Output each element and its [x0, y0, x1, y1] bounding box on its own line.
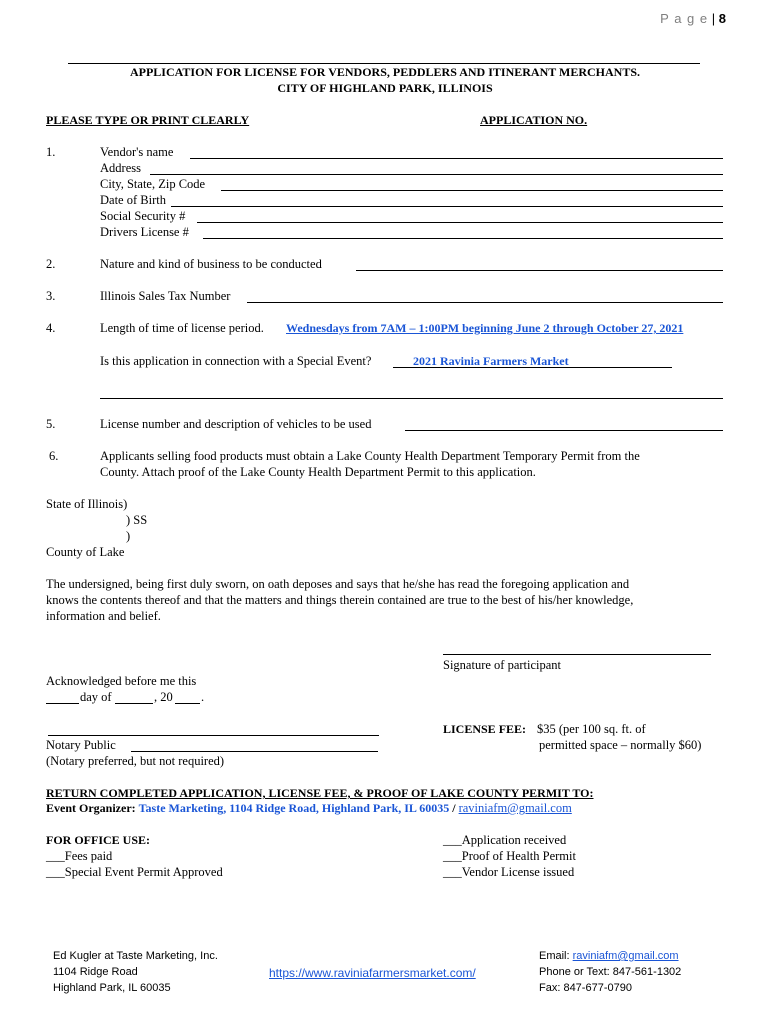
- acknowledged-label: Acknowledged before me this: [46, 674, 197, 688]
- sales-tax-label: Illinois Sales Tax Number: [100, 289, 231, 303]
- return-heading: RETURN COMPLETED APPLICATION, LICENSE FEE, & PROOF OF LAKE COUNTY PERMIT TO:: [46, 786, 594, 800]
- special-event-approved: ___Special Event Permit Approved: [46, 865, 223, 879]
- footer-email-link[interactable]: raviniafm@gmail.com: [572, 950, 679, 962]
- ack-year-field[interactable]: [175, 703, 200, 704]
- venue-paren: ): [126, 529, 131, 543]
- address-label: Address: [100, 161, 141, 175]
- ssn-label: Social Security #: [100, 209, 186, 223]
- form-title: APPLICATION FOR LICENSE FOR VENDORS, PEDDLERS AND ITINERANT MERCHANTS.: [129, 65, 641, 79]
- oath-line-1: The undersigned, being first duly sworn, on oath deposes and says that he/she has read the foregoing application and: [46, 577, 630, 591]
- item-1-number: 1.: [46, 145, 56, 159]
- event-organizer: [46, 801, 572, 816]
- dob-field[interactable]: [171, 206, 723, 207]
- venue-county: County of Lake: [46, 545, 125, 559]
- special-event-value: 2021 Ravinia Farmers Market: [413, 354, 569, 368]
- ack-month-field[interactable]: [115, 703, 153, 704]
- ack-period: .: [201, 690, 205, 704]
- venue-state: State of Illinois): [46, 497, 128, 511]
- office-heading: FOR OFFICE USE:: [46, 833, 151, 847]
- item-4-number: 4.: [46, 321, 56, 335]
- footer-phone: Phone or Text: 847-561-1302: [539, 966, 682, 978]
- business-nature-label: Nature and kind of business to be conducted: [100, 257, 322, 271]
- vendor-name-field[interactable]: [190, 158, 723, 159]
- ssn-field[interactable]: [197, 222, 723, 223]
- dob-label: Date of Birth: [100, 193, 166, 207]
- application-no-label: APPLICATION NO.: [480, 113, 588, 127]
- application-received: ___Application received: [443, 833, 567, 847]
- drivers-license-label: Drivers License #: [100, 225, 189, 239]
- organizer-email-link[interactable]: raviniafm@gmail.com: [458, 801, 572, 815]
- notary-note: (Notary preferred, but not required): [46, 754, 225, 768]
- license-period-value: Wednesdays from 7AM – 1:00PM beginning June 2 through October 27, 2021: [286, 321, 684, 335]
- food-permit-line-2: County. Attach proof of the Lake County Health Department Permit to this application.: [100, 465, 536, 479]
- license-fee-note: permitted space – normally $60): [539, 738, 702, 752]
- footer-name: Ed Kugler at Taste Marketing, Inc.: [53, 950, 218, 962]
- city-state-zip-field[interactable]: [221, 190, 723, 191]
- footer-city: Highland Park, IL 60035: [53, 982, 171, 994]
- page-number: P a g e | 8: [660, 11, 726, 26]
- sales-tax-field[interactable]: [247, 302, 723, 303]
- item-3-number: 3.: [46, 289, 56, 303]
- special-event-label: Is this application in connection with a Special Event?: [100, 354, 372, 368]
- venue-ss: ) SS: [126, 513, 148, 527]
- type-print-label: PLEASE TYPE OR PRINT CLEARLY: [46, 113, 250, 127]
- vendor-license-issued: ___Vendor License issued: [443, 865, 575, 879]
- signature-label: Signature of participant: [443, 658, 562, 672]
- footer-website-link[interactable]: https://www.raviniafarmersmarket.com/: [269, 966, 476, 980]
- notary-public-field[interactable]: [131, 751, 378, 752]
- footer-email-label: Email:: [539, 950, 570, 962]
- special-event-extra-line[interactable]: [100, 398, 723, 399]
- title-rule: [68, 63, 700, 64]
- organizer-label: Event Organizer:: [46, 801, 136, 815]
- signature-field[interactable]: [443, 654, 711, 655]
- city-state-zip-label: City, State, Zip Code: [100, 177, 206, 191]
- ack-year-prefix: , 20: [154, 690, 173, 704]
- license-fee-amount: $35 (per 100 sq. ft. of: [537, 722, 646, 736]
- item-6-number: 6.: [49, 449, 59, 463]
- item-2-number: 2.: [46, 257, 56, 271]
- license-period-label: Length of time of license period.: [100, 321, 264, 335]
- page-word: P a g e: [660, 11, 709, 26]
- oath-line-2: knows the contents thereof and that the matters and things therein contained are true to the best of his/her knowledge,: [46, 593, 634, 607]
- footer-email: [539, 950, 679, 962]
- address-field[interactable]: [150, 174, 723, 175]
- notary-label: Notary Public: [46, 738, 116, 752]
- footer-street: 1104 Ridge Road: [53, 966, 138, 978]
- footer-fax: Fax: 847-677-0790: [539, 982, 632, 994]
- notary-signature-field[interactable]: [48, 735, 379, 736]
- ack-day-of: day of: [80, 690, 112, 704]
- item-5-number: 5.: [46, 417, 56, 431]
- drivers-license-field[interactable]: [203, 238, 723, 239]
- license-fee-label: LICENSE FEE:: [443, 722, 527, 736]
- page-num: 8: [718, 11, 726, 26]
- vendor-name-label: Vendor's name: [100, 145, 174, 159]
- organizer-slash: /: [452, 801, 456, 815]
- form-subtitle: CITY OF HIGHLAND PARK, ILLINOIS: [277, 81, 493, 95]
- vehicles-label: License number and description of vehicles to be used: [100, 417, 372, 431]
- proof-health-permit: ___Proof of Health Permit: [443, 849, 576, 863]
- food-permit-line-1: Applicants selling food products must obtain a Lake County Health Department Temporary Permit from the: [100, 449, 640, 463]
- organizer-value: Taste Marketing, 1104 Ridge Road, Highland Park, IL 60035: [138, 801, 450, 815]
- vehicles-field[interactable]: [405, 430, 723, 431]
- ack-day-field[interactable]: [46, 703, 79, 704]
- oath-line-3: information and belief.: [46, 609, 161, 623]
- fees-paid: ___Fees paid: [46, 849, 113, 863]
- business-nature-field[interactable]: [356, 270, 723, 271]
